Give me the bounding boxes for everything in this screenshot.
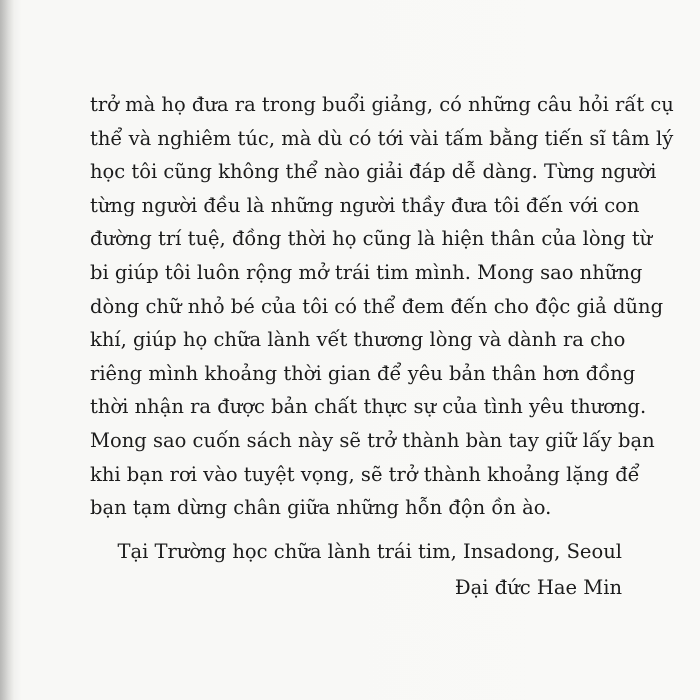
- page-spine-shadow: [0, 0, 14, 700]
- text-line: thể và nghiêm túc, mà dù có tới vài tấm bằng tiến sĩ tâm lý: [90, 126, 674, 150]
- text-line: riêng mình khoảng thời gian để yêu bản thân hơn đồng: [90, 361, 636, 385]
- text-line: khi bạn rơi vào tuyệt vọng, sẽ trở thành khoảng lặng để: [90, 462, 640, 486]
- text-line: bi giúp tôi luôn rộng mở trái tim mình. Mong sao những: [90, 260, 643, 284]
- text-line: đường trí tuệ, đồng thời họ cũng là hiện thân của lòng từ: [90, 227, 653, 251]
- text-line: dòng chữ nhỏ bé của tôi có thể đem đến cho độc giả dũng: [90, 294, 664, 318]
- signature-place: Tại Trường học chữa lành trái tim, Insadong, Seoul: [117, 540, 622, 563]
- text-line: Mong sao cuốn sách này sẽ trở thành bàn tay giữ lấy bạn: [90, 428, 655, 452]
- signature-block: [117, 534, 622, 606]
- text-line: thời nhận ra được bản chất thực sự của tình yêu thương.: [90, 395, 647, 419]
- text-line: trở mà họ đưa ra trong buổi giảng, có những câu hỏi rất cụ: [90, 93, 674, 116]
- signature-author: Đại đức Hae Min: [454, 576, 622, 599]
- body-paragraph: [90, 88, 674, 525]
- text-line: khí, giúp họ chữa lành vết thương lòng và dành ra cho: [90, 328, 626, 352]
- text-line: học tôi cũng không thể nào giải đáp dễ dàng. Từng người: [90, 160, 657, 184]
- text-line: bạn tạm dừng chân giữa những hỗn độn ồn ào.: [90, 496, 552, 520]
- text-line: từng người đều là những người thầy đưa tôi đến với con: [90, 193, 640, 217]
